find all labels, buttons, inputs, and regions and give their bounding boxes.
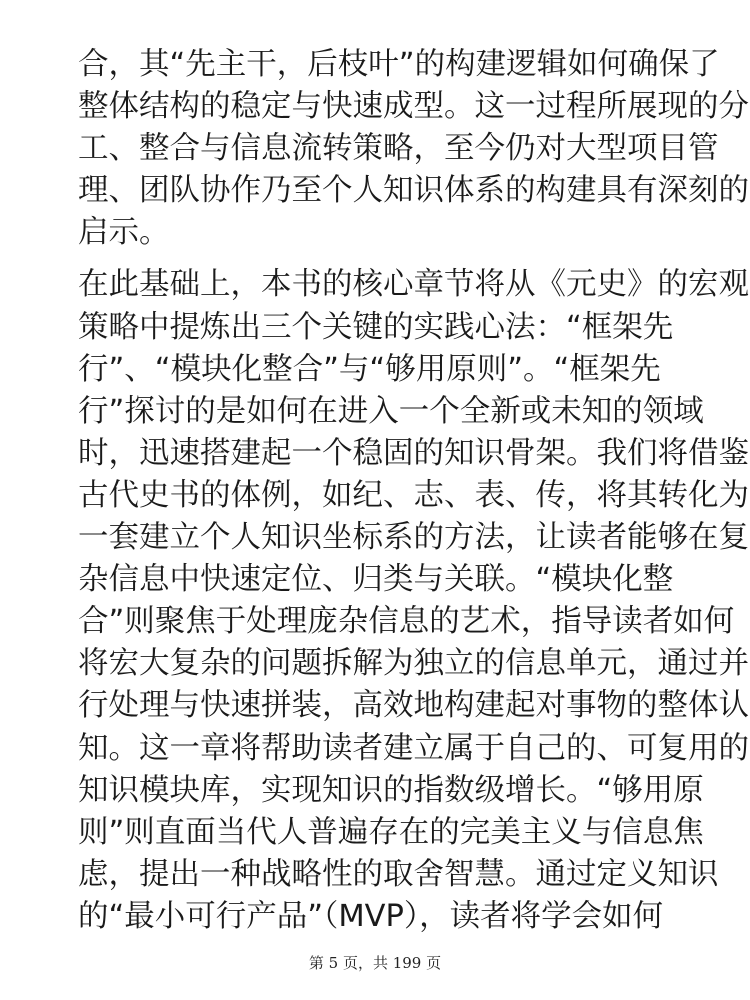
text-line: 杂信息中快速定位、归类与关联。“模块化整 — [78, 562, 674, 598]
text-line: 整体结构的稳定与快速成型。这一过程所展现的分 — [78, 89, 749, 125]
text-line: 行”、“模块化整合”与“够用原则”。“框架先 — [78, 351, 661, 387]
text-line: 行”探讨的是如何在进入一个全新或未知的领域 — [78, 393, 704, 429]
text-line: 知。这一章将帮助读者建立属于自己的、可复用的 — [78, 730, 749, 766]
text-line: 启示。 — [78, 215, 170, 251]
text-line: 策略中提炼出三个关键的实践心法：“框架先 — [78, 309, 674, 345]
text-line: 知识模块库，实现知识的指数级增长。“够用原 — [78, 772, 704, 808]
text-line: 古代史书的体例，如纪、志、表、传，将其转化为 — [78, 477, 749, 513]
text-line: 虑，提出一种战略性的取舍智慧。通过定义知识 — [78, 856, 719, 892]
text-line: 的“最小可行产品”（MVP），读者将学会如何 — [78, 898, 664, 934]
paragraph-1 — [78, 44, 749, 254]
body-text — [78, 44, 749, 938]
text-line: 在此基础上，本书的核心章节将从《元史》的宏观 — [78, 267, 749, 303]
text-line: 时，迅速搭建起一个稳固的知识骨架。我们将借鉴 — [78, 435, 749, 471]
text-line: 工、整合与信息流转策略，至今仍对大型项目管 — [78, 131, 719, 167]
text-line: 合”则聚焦于处理庞杂信息的艺术，指导读者如何 — [78, 604, 735, 640]
text-line: 将宏大复杂的问题拆解为独立的信息单元，通过并 — [78, 646, 749, 682]
page-number: 第 5 页，共 199 页 — [308, 954, 442, 972]
text-line: 则”则直面当代人普遍存在的完美主义与信息焦 — [78, 814, 704, 850]
text-line: 行处理与快速拼装，高效地构建起对事物的整体认 — [78, 688, 749, 724]
text-line: 合，其“先主干，后枝叶”的构建逻辑如何确保了 — [78, 47, 720, 82]
text-line: 一套建立个人知识坐标系的方法，让读者能够在复 — [78, 520, 749, 556]
text-line: 理、团队协作乃至个人知识体系的构建具有深刻的 — [78, 173, 749, 209]
paragraph-2 — [78, 264, 749, 938]
